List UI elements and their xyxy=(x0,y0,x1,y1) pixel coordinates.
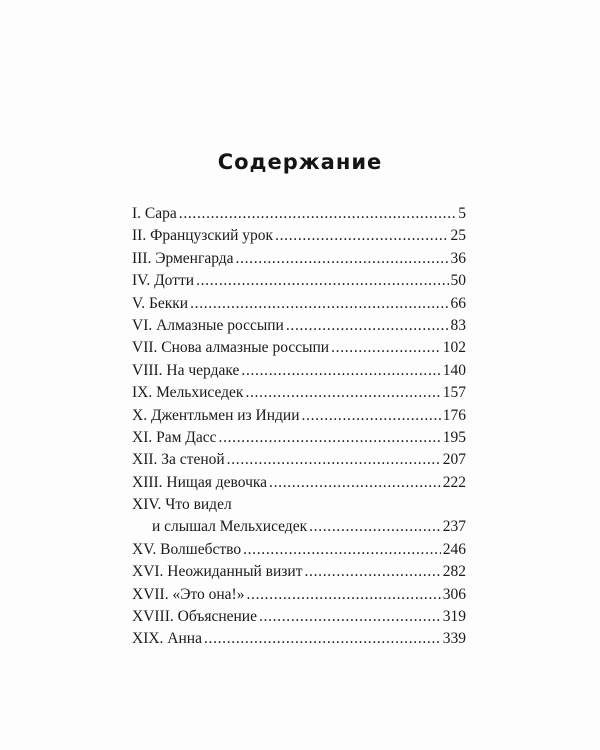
toc-entry-label: XV. Волшебство xyxy=(132,540,242,558)
table-of-contents xyxy=(132,203,466,651)
toc-leader-dots xyxy=(190,293,448,315)
toc-page-number: 50 xyxy=(450,272,466,290)
toc-entry-label: IX. Мельхиседек xyxy=(132,384,244,402)
page-title: Содержание xyxy=(217,150,383,174)
toc-entry-label: XIX. Анна xyxy=(132,630,202,648)
toc-page-number: 222 xyxy=(442,473,466,491)
toc-leader-dots xyxy=(302,405,441,427)
toc-leader-dots xyxy=(305,561,441,583)
toc-entry xyxy=(132,584,466,606)
toc-entry-first-line xyxy=(132,494,466,516)
toc-entry xyxy=(132,472,466,494)
toc-leader-dots xyxy=(236,248,449,270)
toc-entry-label: XVIII. Объяснение xyxy=(132,608,257,626)
toc-entry xyxy=(132,315,466,337)
toc-page-number: 25 xyxy=(450,227,466,245)
toc-entry xyxy=(132,270,466,292)
toc-leader-dots xyxy=(227,449,441,471)
toc-entry xyxy=(132,628,466,650)
toc-leader-dots xyxy=(196,270,448,292)
toc-entry xyxy=(132,203,466,225)
toc-page-number: 176 xyxy=(442,406,466,424)
toc-leader-dots xyxy=(179,203,456,225)
toc-leader-dots xyxy=(275,225,448,247)
toc-entry-label-continuation: и слышал Мельхиседек xyxy=(152,518,308,536)
toc-entry-label: XIII. Нищая девочка xyxy=(132,473,268,491)
toc-page-number: 246 xyxy=(442,540,466,558)
toc-entry-label: XVI. Неожиданный визит xyxy=(132,563,303,581)
toc-entry-label: III. Эрменгарда xyxy=(132,249,234,267)
toc-page-number: 83 xyxy=(450,316,466,334)
toc-page-number: 5 xyxy=(458,205,466,222)
toc-entry-label: VI. Алмазные россыпи xyxy=(132,316,284,334)
toc-page-number: 36 xyxy=(450,249,466,267)
toc-leader-dots xyxy=(204,628,441,650)
toc-entry-label: VII. Снова алмазные россыпи xyxy=(132,339,330,357)
toc-page-number: 339 xyxy=(442,630,466,648)
toc-entry-label: XIV. Что видел xyxy=(132,496,232,514)
toc-leader-dots xyxy=(241,360,440,382)
toc-entry xyxy=(132,293,466,315)
toc-entry xyxy=(132,561,466,583)
toc-leader-dots xyxy=(269,472,441,494)
toc-entry-label: IV. Дотти xyxy=(132,272,195,290)
toc-entry xyxy=(132,405,466,427)
toc-page-number: 207 xyxy=(442,451,466,469)
toc-entry-label: I. Сара xyxy=(132,205,177,222)
toc-leader-dots xyxy=(243,539,441,561)
toc-page-number: 66 xyxy=(450,294,466,312)
toc-entry-label: II. Французский урок xyxy=(132,227,274,245)
toc-entry-label: XI. Рам Дасс xyxy=(132,428,217,446)
toc-leader-dots xyxy=(259,606,441,628)
toc-entry xyxy=(132,516,466,538)
toc-leader-dots xyxy=(246,584,440,606)
toc-page-number: 319 xyxy=(442,608,466,626)
toc-leader-dots xyxy=(309,516,441,538)
toc-entry xyxy=(132,382,466,404)
toc-entry xyxy=(132,427,466,449)
toc-page-number: 102 xyxy=(442,339,466,357)
toc-entry xyxy=(132,225,466,247)
toc-page-number: 282 xyxy=(442,563,466,581)
toc-page-number: 195 xyxy=(442,428,466,446)
toc-entry-label: V. Бекки xyxy=(132,294,189,312)
toc-entry-label: XVII. «Это она!» xyxy=(132,585,245,603)
toc-leader-dots xyxy=(286,315,449,337)
toc-leader-dots xyxy=(331,337,441,359)
toc-leader-dots xyxy=(245,382,440,404)
toc-leader-dots xyxy=(219,427,441,449)
toc-entry xyxy=(132,539,466,561)
toc-page-number: 237 xyxy=(442,518,466,536)
toc-page-number: 306 xyxy=(442,585,466,603)
toc-entry xyxy=(132,449,466,471)
toc-entry xyxy=(132,360,466,382)
toc-page-number: 140 xyxy=(442,361,466,379)
toc-entry xyxy=(132,337,466,359)
toc-entry-label: VIII. На чердаке xyxy=(132,361,240,379)
toc-entry xyxy=(132,606,466,628)
toc-entry-label: XII. За стеной xyxy=(132,451,225,469)
toc-entry-label: X. Джентльмен из Индии xyxy=(132,406,300,424)
toc-entry xyxy=(132,248,466,270)
toc-page-number: 157 xyxy=(442,384,466,402)
